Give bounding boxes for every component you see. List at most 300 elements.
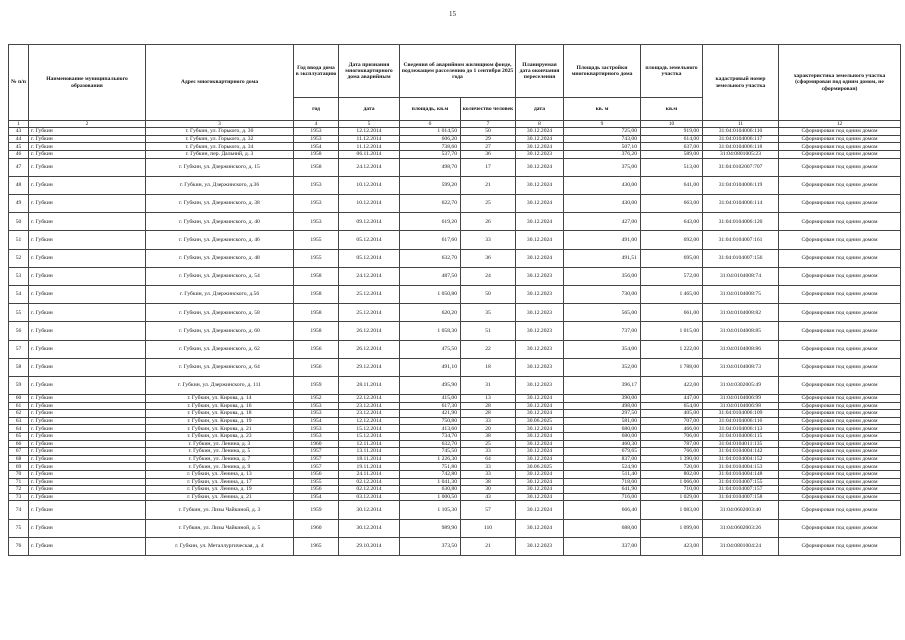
land-char-cell: Сформирован под одним домом [779, 135, 901, 143]
people-cell: 38 [461, 478, 516, 486]
row-number: 63 [9, 417, 29, 425]
cadastral-cell: 31:04:0102007:707 [703, 158, 779, 176]
table-row [9, 304, 901, 322]
land-area-cell: 663,00 [641, 195, 703, 213]
land-char-cell: Сформирован под одним домом [779, 376, 901, 394]
people-cell: 21 [461, 537, 516, 555]
table-row [9, 537, 901, 555]
municipality-cell: г. Губкин [29, 143, 146, 151]
year-cell: 1953 [294, 402, 339, 410]
row-number: 47 [9, 158, 29, 176]
planned-end-cell: 30.12.2024 [516, 176, 564, 194]
people-cell: 31 [461, 376, 516, 394]
date-emergency-cell: 26.12.2014 [339, 322, 400, 340]
municipality-cell: г. Губкин [29, 158, 146, 176]
table-row [9, 128, 901, 136]
date-emergency-cell: 25.12.2014 [339, 285, 400, 303]
planned-end-cell: 30.12.2023 [516, 285, 564, 303]
table-row [9, 143, 901, 151]
land-char-cell: Сформирован под одним домом [779, 158, 901, 176]
land-area-cell: 661,00 [641, 304, 703, 322]
cadastral-cell: 31:04:0104007:156 [703, 249, 779, 267]
land-char-cell: Сформирован под одним домом [779, 267, 901, 285]
planned-end-cell: 30.12.2024 [516, 519, 564, 537]
building-area-cell: 427,00 [564, 213, 641, 231]
cadastral-cell: 31:04:0104011:135 [703, 440, 779, 448]
address-cell: г. Губкин, ул. Дзержинского, д.56 [146, 285, 294, 303]
land-area-cell: 422,00 [641, 376, 703, 394]
planned-end-cell: 30.12.2023 [516, 151, 564, 159]
land-char-cell: Сформирован под одним домом [779, 455, 901, 463]
date-emergency-cell: 02.12.2014 [339, 486, 400, 494]
column-number: 10 [641, 121, 703, 128]
area-cell: 1 050,80 [400, 285, 461, 303]
building-area-cell: 680,00 [564, 433, 641, 441]
people-cell: 25 [461, 195, 516, 213]
land-char-cell: Сформирован под одним домом [779, 410, 901, 418]
cadastral-cell: 31:04:0104008:86 [703, 340, 779, 358]
row-number: 74 [9, 501, 29, 519]
column-number: 8 [516, 121, 564, 128]
row-number: 68 [9, 455, 29, 463]
building-area-cell: 688,00 [564, 519, 641, 537]
land-char-cell: Сформирован под одним домом [779, 285, 901, 303]
row-number: 66 [9, 440, 29, 448]
cadastral-cell: 31:04:0104006:119 [703, 176, 779, 194]
land-char-cell: Сформирован под одним домом [779, 143, 901, 151]
row-number: 70 [9, 471, 29, 479]
address-cell: г. Губкин, ул. Дзержинского, д.36 [146, 176, 294, 194]
planned-end-cell: 30.12.2024 [516, 143, 564, 151]
date-emergency-cell: 19.11.2014 [339, 463, 400, 471]
table-body [9, 128, 901, 556]
header-resettle-group: Сведения об аварийном жилищном фонде, подлежащем расселению до 1 сентября 2025 года [400, 45, 516, 98]
subheader-date: дата [339, 98, 400, 121]
municipality-cell: г. Губкин [29, 231, 146, 249]
year-cell: 1953 [294, 176, 339, 194]
table-row [9, 410, 901, 418]
row-number: 71 [9, 478, 29, 486]
row-number: 43 [9, 128, 29, 136]
date-emergency-cell: 13.11.2014 [339, 448, 400, 456]
date-emergency-cell: 30.12.2014 [339, 501, 400, 519]
table-row [9, 471, 901, 479]
cadastral-cell: 31:04:0104006:118 [703, 143, 779, 151]
row-number: 73 [9, 493, 29, 501]
cadastral-cell: 31:04:0104008:74 [703, 267, 779, 285]
date-emergency-cell: 09.12.2014 [339, 213, 400, 231]
land-area-cell: 643,00 [641, 213, 703, 231]
land-char-cell: Сформирован под одним домом [779, 537, 901, 555]
municipality-cell: г. Губкин [29, 249, 146, 267]
land-area-cell: 1 099,00 [641, 519, 703, 537]
land-char-cell: Сформирован под одним домом [779, 128, 901, 136]
planned-end-cell: 30.12.2024 [516, 410, 564, 418]
planned-end-cell: 30.12.2023 [516, 322, 564, 340]
municipality-cell: г. Губкин [29, 417, 146, 425]
row-number: 59 [9, 376, 29, 394]
address-cell: г. Губкин, ул. Дзержинского, д. 111 [146, 376, 294, 394]
year-cell: 1958 [294, 285, 339, 303]
year-cell: 1955 [294, 249, 339, 267]
address-cell: г. Губкин, ул. Дзержинского, д. 48 [146, 249, 294, 267]
planned-end-cell: 30.06.2025 [516, 417, 564, 425]
building-area-cell: 581,00 [564, 417, 641, 425]
area-cell: 495,90 [400, 376, 461, 394]
municipality-cell: г. Губкин [29, 433, 146, 441]
column-number: 5 [339, 121, 400, 128]
table-row [9, 440, 901, 448]
building-area-cell: 356,00 [564, 267, 641, 285]
municipality-cell: г. Губкин [29, 493, 146, 501]
cadastral-cell: 31:04:0104006:113 [703, 425, 779, 433]
cadastral-cell: 31:04:0302005:49 [703, 376, 779, 394]
date-emergency-cell: 10.12.2014 [339, 195, 400, 213]
area-cell: 537,70 [400, 151, 461, 159]
address-cell: г. Губкин, ул. Дзержинского, д. 62 [146, 340, 294, 358]
year-cell: 1958 [294, 322, 339, 340]
area-cell: 751,80 [400, 463, 461, 471]
cadastral-cell: 31:04:0104006:110 [703, 128, 779, 136]
people-cell: 13 [461, 395, 516, 403]
address-cell: г. Губкин, ул. Дзержинского, д. 46 [146, 231, 294, 249]
land-area-cell: 1 066,00 [641, 478, 703, 486]
column-number: 11 [703, 121, 779, 128]
table-row [9, 448, 901, 456]
cadastral-cell: 31:04:0104004:142 [703, 448, 779, 456]
people-cell: 20 [461, 425, 516, 433]
municipality-cell: г. Губкин [29, 358, 146, 376]
date-emergency-cell: 06.11.2014 [339, 151, 400, 159]
municipality-cell: г. Губкин [29, 340, 146, 358]
date-emergency-cell: 05.12.2014 [339, 231, 400, 249]
address-cell: г. Губкин, ул. Горького, д. 30 [146, 128, 294, 136]
building-area-cell: 352,00 [564, 358, 641, 376]
planned-end-cell: 30.12.2024 [516, 448, 564, 456]
address-cell: г. Губкин, пер. Дальний, д. 3 [146, 151, 294, 159]
year-cell: 1956 [294, 471, 339, 479]
address-cell: г. Губкин, ул. Кирова, д. 19 [146, 417, 294, 425]
planned-end-cell: 30.12.2023 [516, 376, 564, 394]
row-number: 61 [9, 402, 29, 410]
area-cell: 617,30 [400, 402, 461, 410]
land-char-cell: Сформирован под одним домом [779, 433, 901, 441]
cadastral-cell: 31:04:0104004:153 [703, 463, 779, 471]
address-cell: г. Губкин, ул. Ленина, д. 3 [146, 440, 294, 448]
land-area-cell: 1 788,00 [641, 358, 703, 376]
people-cell: 30 [461, 486, 516, 494]
land-area-cell: 1 029,00 [641, 493, 703, 501]
land-area-cell: 1 015,00 [641, 322, 703, 340]
table-row [9, 285, 901, 303]
municipality-cell: г. Губкин [29, 448, 146, 456]
municipality-cell: г. Губкин [29, 376, 146, 394]
address-cell: г. Губкин, ул. Ленина, д. 5 [146, 448, 294, 456]
table-row [9, 340, 901, 358]
people-cell: 33 [461, 471, 516, 479]
row-number: 48 [9, 176, 29, 194]
people-cell: 36 [461, 249, 516, 267]
area-cell: 989,90 [400, 519, 461, 537]
table-row [9, 135, 901, 143]
planned-end-cell: 30.12.2024 [516, 231, 564, 249]
row-number: 60 [9, 395, 29, 403]
date-emergency-cell: 28.11.2014 [339, 376, 400, 394]
address-cell: г. Губкин, ул. Дзержинского, д. 40 [146, 213, 294, 231]
municipality-cell: г. Губкин [29, 267, 146, 285]
year-cell: 1959 [294, 376, 339, 394]
municipality-cell: г. Губкин [29, 304, 146, 322]
people-cell: 33 [461, 417, 516, 425]
date-emergency-cell: 02.12.2014 [339, 478, 400, 486]
address-cell: г. Губкин, ул. Металлургическая, д. 4 [146, 537, 294, 555]
table-row [9, 395, 901, 403]
row-number: 56 [9, 322, 29, 340]
column-number: 6 [400, 121, 461, 128]
address-cell: г. Губкин, ул. Ленина, д. 13 [146, 471, 294, 479]
area-cell: 415,00 [400, 395, 461, 403]
address-cell: г. Губкин, ул. Ленина, д. 19 [146, 486, 294, 494]
table-row [9, 322, 901, 340]
building-area-cell: 491,00 [564, 231, 641, 249]
cadastral-cell: 31:04:0104008:85 [703, 322, 779, 340]
area-cell: 620,20 [400, 304, 461, 322]
building-area-cell: 375,00 [564, 158, 641, 176]
people-cell: 38 [461, 433, 516, 441]
land-area-cell: 1 222,00 [641, 340, 703, 358]
people-cell: 29 [461, 135, 516, 143]
table-row [9, 195, 901, 213]
municipality-cell: г. Губкин [29, 463, 146, 471]
table-row [9, 231, 901, 249]
address-cell: г. Губкин, ул. Горького, д. 32 [146, 135, 294, 143]
planned-end-cell: 30.12.2024 [516, 128, 564, 136]
building-area-cell: 666,40 [564, 501, 641, 519]
area-cell: 1 105,30 [400, 501, 461, 519]
address-cell: г. Губкин, ул. Дзержинского, д. 54 [146, 267, 294, 285]
cadastral-cell: 31:04:0602003:26 [703, 519, 779, 537]
land-char-cell: Сформирован под одним домом [779, 395, 901, 403]
land-char-cell: Сформирован под одним домом [779, 304, 901, 322]
column-number: 2 [29, 121, 146, 128]
land-char-cell: Сформирован под одним домом [779, 440, 901, 448]
building-area-cell: 565,00 [564, 304, 641, 322]
land-area-cell: 614,00 [641, 135, 703, 143]
land-area-cell: 405,00 [641, 410, 703, 418]
municipality-cell: г. Губкин [29, 151, 146, 159]
date-emergency-cell: 15.12.2014 [339, 425, 400, 433]
area-cell: 622,70 [400, 195, 461, 213]
municipality-cell: г. Губкин [29, 425, 146, 433]
land-char-cell: Сформирован под одним домом [779, 176, 901, 194]
people-cell: 17 [461, 158, 516, 176]
building-area-cell: 390,00 [564, 395, 641, 403]
land-area-cell: 1 083,00 [641, 501, 703, 519]
column-number: 4 [294, 121, 339, 128]
land-area-cell: 447,00 [641, 395, 703, 403]
planned-end-cell: 30.12.2024 [516, 440, 564, 448]
cadastral-cell: 31:04:0104004:148 [703, 471, 779, 479]
header-date-emergency: Дата признания многоквартирного дома аварийным [339, 45, 400, 98]
header-land-area: площадь земельного участка [641, 45, 703, 98]
planned-end-cell: 30.12.2024 [516, 402, 564, 410]
municipality-cell: г. Губкин [29, 537, 146, 555]
planned-end-cell: 30.12.2023 [516, 537, 564, 555]
building-area-cell: 511,40 [564, 471, 641, 479]
planned-end-cell: 30.12.2023 [516, 340, 564, 358]
date-emergency-cell: 11.12.2014 [339, 135, 400, 143]
address-cell: г. Губкин, ул. Ленина, д. 21 [146, 493, 294, 501]
land-char-cell: Сформирован под одним домом [779, 340, 901, 358]
row-number: 58 [9, 358, 29, 376]
address-cell: г. Губкин, ул. Ленина, д. 9 [146, 463, 294, 471]
header-land-char: характеристика земельного участка (сформирован под одним домом, не сформирован) [779, 45, 901, 121]
address-cell: г. Губкин, ул. Лизы Чайкиной, д. 3 [146, 501, 294, 519]
table-row [9, 425, 901, 433]
land-area-cell: 919,00 [641, 128, 703, 136]
municipality-cell: г. Губкин [29, 402, 146, 410]
table-row [9, 478, 901, 486]
date-emergency-cell: 22.12.2014 [339, 395, 400, 403]
column-number: 3 [146, 121, 294, 128]
people-cell: 51 [461, 322, 516, 340]
address-cell: г. Губкин, ул. Дзержинского, д. 38 [146, 195, 294, 213]
building-area-cell: 460,30 [564, 440, 641, 448]
header-building-area: Площадь застройки многоквартирного дома [564, 45, 641, 98]
municipality-cell: г. Губкин [29, 195, 146, 213]
area-cell: 1 014,50 [400, 128, 461, 136]
land-area-cell: 641,00 [641, 176, 703, 194]
table-row [9, 151, 901, 159]
date-emergency-cell: 11.12.2014 [339, 143, 400, 151]
people-cell: 25 [461, 440, 516, 448]
date-emergency-cell: 23.12.2014 [339, 410, 400, 418]
header-municipality: Наименование муниципального образования [29, 45, 146, 121]
cadastral-cell: 31:04:0104008:75 [703, 285, 779, 303]
planned-end-cell: 30.12.2024 [516, 486, 564, 494]
table-row [9, 176, 901, 194]
people-cell: 33 [461, 231, 516, 249]
year-cell: 1954 [294, 417, 339, 425]
cadastral-cell: 31:04:0104006:120 [703, 213, 779, 231]
planned-end-cell: 30.12.2024 [516, 493, 564, 501]
building-area-cell: 297,50 [564, 410, 641, 418]
land-char-cell: Сформирован под одним домом [779, 358, 901, 376]
cadastral-cell: 31:04:0801004:24 [703, 537, 779, 555]
land-char-cell: Сформирован под одним домом [779, 151, 901, 159]
table-row [9, 455, 901, 463]
land-area-cell: 710,00 [641, 486, 703, 494]
people-cell: 110 [461, 519, 516, 537]
address-cell: г. Губкин, ул. Лизы Чайкиной, д. 5 [146, 519, 294, 537]
area-cell: 1 041,30 [400, 478, 461, 486]
land-char-cell: Сформирован под одним домом [779, 322, 901, 340]
area-cell: 738,60 [400, 143, 461, 151]
row-number: 76 [9, 537, 29, 555]
land-area-cell: 720,00 [641, 463, 703, 471]
cadastral-cell: 31:04:0104007:158 [703, 493, 779, 501]
date-emergency-cell: 18.11.2014 [339, 455, 400, 463]
address-cell: г. Губкин, ул. Кирова, д. 14 [146, 395, 294, 403]
land-char-cell: Сформирован под одним домом [779, 448, 901, 456]
planned-end-cell: 30.12.2024 [516, 195, 564, 213]
subheader-year: год [294, 98, 339, 121]
area-cell: 1 000,50 [400, 493, 461, 501]
people-cell: 24 [461, 267, 516, 285]
cadastral-cell: 31:04:0104006:117 [703, 135, 779, 143]
land-area-cell: 466,00 [641, 425, 703, 433]
land-char-cell: Сформирован под одним домом [779, 417, 901, 425]
people-cell: 33 [461, 463, 516, 471]
area-cell: 498,70 [400, 158, 461, 176]
municipality-cell: г. Губкин [29, 395, 146, 403]
address-cell: г. Губкин, ул. Горького, д. 34 [146, 143, 294, 151]
planned-end-cell: 30.12.2024 [516, 455, 564, 463]
date-emergency-cell: 24.11.2014 [339, 471, 400, 479]
building-area-cell: 396,17 [564, 376, 641, 394]
building-area-cell: 641,90 [564, 486, 641, 494]
table-row [9, 402, 901, 410]
table-row [9, 213, 901, 231]
planned-end-cell: 30.12.2024 [516, 249, 564, 267]
cadastral-cell: 31:04:0602003:40 [703, 501, 779, 519]
building-area-cell: 679,65 [564, 448, 641, 456]
row-number: 67 [9, 448, 29, 456]
municipality-cell: г. Губкин [29, 213, 146, 231]
land-area-cell: 1 465,00 [641, 285, 703, 303]
year-cell: 1960 [294, 519, 339, 537]
address-cell: г. Губкин, ул. Ленина, д. 7 [146, 455, 294, 463]
people-cell: 57 [461, 501, 516, 519]
page-number: 15 [449, 10, 456, 18]
table-row [9, 249, 901, 267]
row-number: 64 [9, 425, 29, 433]
municipality-cell: г. Губкин [29, 322, 146, 340]
header-cadastral: кадастровый номер земельного участка [703, 45, 779, 121]
year-cell: 1957 [294, 455, 339, 463]
row-number: 45 [9, 143, 29, 151]
planned-end-cell: 30.06.2025 [516, 463, 564, 471]
municipality-cell: г. Губкин [29, 501, 146, 519]
subheader-land-unit: кв.м [641, 98, 703, 121]
area-cell: 421,90 [400, 410, 461, 418]
area-cell: 1 058,30 [400, 322, 461, 340]
land-char-cell: Сформирован под одним домом [779, 195, 901, 213]
planned-end-cell: 30.12.2024 [516, 433, 564, 441]
date-emergency-cell: 24.12.2014 [339, 158, 400, 176]
date-emergency-cell: 29.12.2014 [339, 358, 400, 376]
land-area-cell: 707,00 [641, 417, 703, 425]
people-cell: 21 [461, 176, 516, 194]
land-area-cell: 706,00 [641, 433, 703, 441]
municipality-cell: г. Губкин [29, 176, 146, 194]
subheader-people: количество человек [461, 98, 516, 121]
year-cell: 1953 [294, 410, 339, 418]
building-area-cell: 376,20 [564, 151, 641, 159]
planned-end-cell: 30.12.2024 [516, 471, 564, 479]
area-cell: 491,10 [400, 358, 461, 376]
year-cell: 1957 [294, 463, 339, 471]
land-char-cell: Сформирован под одним домом [779, 425, 901, 433]
building-area-cell: 725,00 [564, 128, 641, 136]
land-area-cell: 787,00 [641, 440, 703, 448]
building-area-cell: 430,00 [564, 195, 641, 213]
year-cell: 1953 [294, 128, 339, 136]
date-emergency-cell: 15.12.2014 [339, 433, 400, 441]
municipality-cell: г. Губкин [29, 128, 146, 136]
planned-end-cell: 30.12.2024 [516, 213, 564, 231]
row-number: 44 [9, 135, 29, 143]
